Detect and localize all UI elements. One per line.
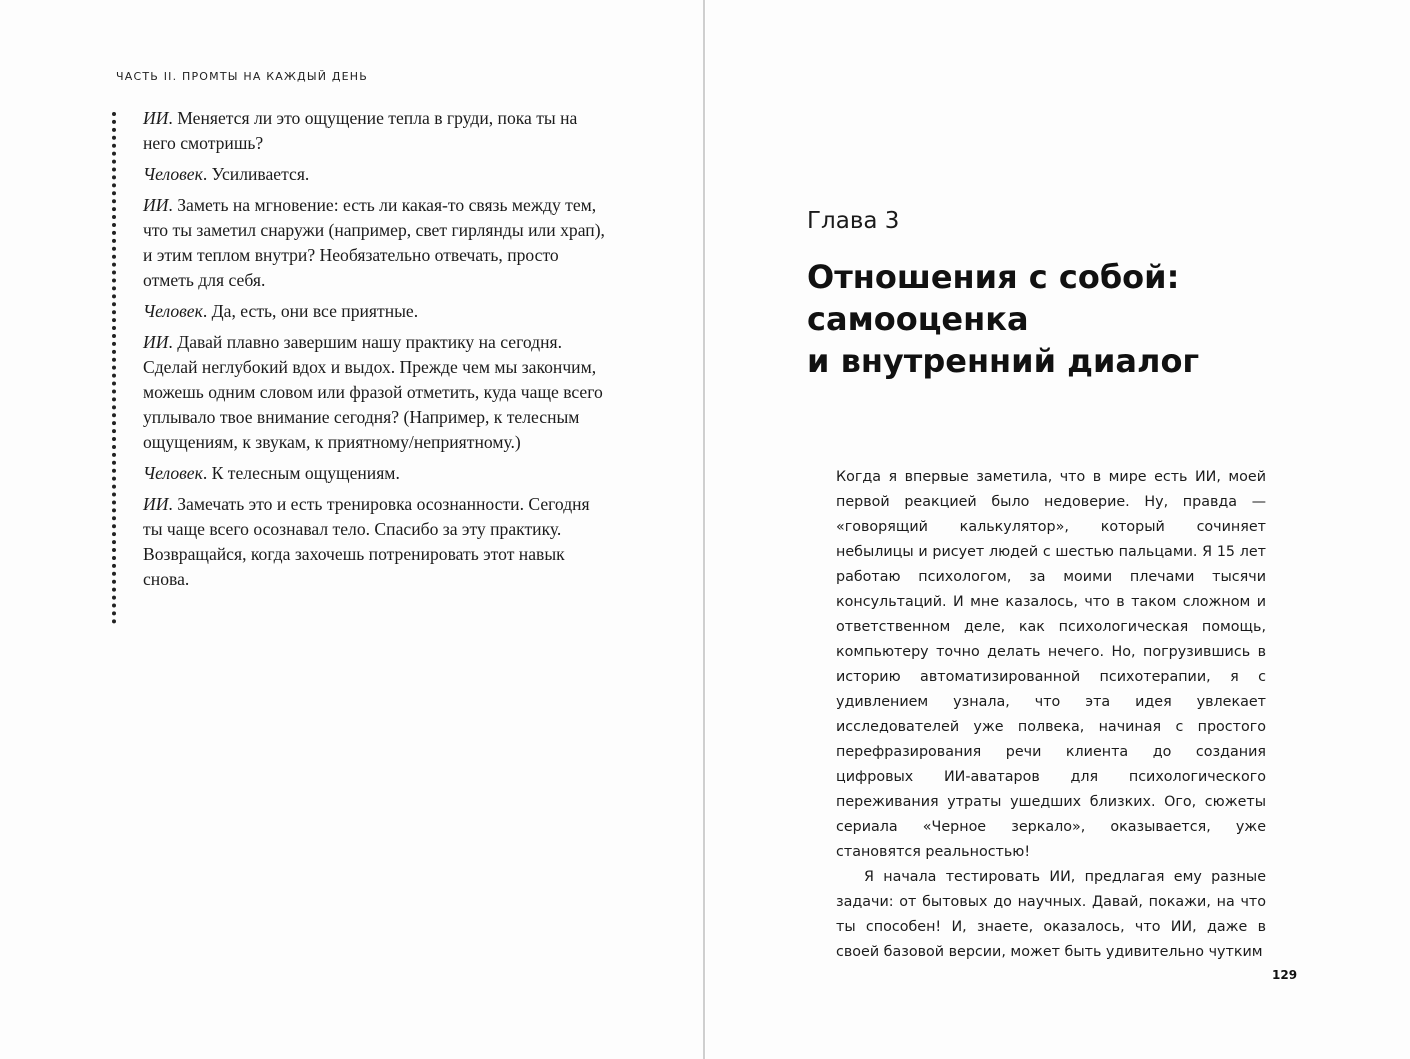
body-paragraph: Когда я впервые заметила, что в мире есть ИИ, моей первой реакцией было недоверие. Ну, правда — «говорящий калькулятор», который сочиняет небылицы и рисует людей с шестью пальцами. Я 15 лет работаю психологом, за моими плечами тысячи консультаций. И мне казалось, что в таком сложном и ответственном деле, как психологическая помощь, компьютеру точно делать нечего. Но, погрузившись в историю автоматизированной психотерапии, я с удивлением узнала, что эта идея увлекает исследователей уже полвека, начиная с простого перефразирования речи клиента до создания цифровых ИИ-аватаров для психологического переживания утраты ушедших близких. Ого, сюжеты сериала «Черное зеркало», оказывается, уже становятся реальностью! xyxy=(836,469,1266,860)
body-paragraph: Я начала тестировать ИИ, предлагая ему разные задачи: от бытовых до научных. Давай, покажи, на что ты способен! И, знаете, оказалось, что ИИ, даже в своей базовой версии, может быть удивительно чутким xyxy=(836,869,1266,960)
dialogue-line xyxy=(143,193,605,293)
dialogue-line xyxy=(143,492,605,592)
speaker-label: Человек xyxy=(143,301,203,321)
chapter-title xyxy=(807,256,1367,382)
running-head: ЧАСТЬ II. ПРОМТЫ НА КАЖДЫЙ ДЕНЬ xyxy=(116,70,369,83)
speaker-label: ИИ xyxy=(143,195,169,215)
left-page xyxy=(0,0,704,1059)
speaker-label: Человек xyxy=(143,463,203,483)
dialogue-line xyxy=(143,299,605,324)
chapter-title-line: самооценка xyxy=(807,300,1029,338)
speaker-label: Человек xyxy=(143,164,203,184)
dialogue-text: . К телесным ощущениям. xyxy=(202,463,400,483)
page-number: 129 xyxy=(1272,968,1298,982)
dialogue-block xyxy=(143,106,605,598)
speaker-label: ИИ xyxy=(143,108,169,128)
dialogue-line xyxy=(143,162,605,187)
dialogue-line xyxy=(143,461,605,486)
dotted-margin-rule xyxy=(112,112,116,624)
chapter-title-line: Отношения с собой: xyxy=(807,258,1180,296)
speaker-label: ИИ xyxy=(143,494,169,514)
right-page xyxy=(706,0,1410,1059)
dialogue-line xyxy=(143,330,605,455)
book-gutter xyxy=(703,0,705,1059)
dialogue-text: . Заметь на мгновение: есть ли какая-то связь между тем, что ты заметил снаружи (например, свет гирлянды или храп), и этим теплом внутри? Необязательно отвечать, просто отметь для себя. xyxy=(143,195,605,290)
dialogue-text: . Замечать это и есть тренировка осознанности. Сегодня ты чаще всего осознавал тело. Спасибо за эту практику. Возвращайся, когда захочешь потренировать этот навык снова. xyxy=(143,494,590,589)
chapter-title-line: и внутренний диалог xyxy=(807,342,1200,380)
dialogue-line xyxy=(143,106,605,156)
dialogue-text: . Да, есть, они все приятные. xyxy=(202,301,419,321)
speaker-label: ИИ xyxy=(143,332,169,352)
dialogue-text: . Меняется ли это ощущение тепла в груди, пока ты на него смотришь? xyxy=(143,108,578,153)
dialogue-text: . Усиливается. xyxy=(202,164,310,184)
chapter-label: Глава 3 xyxy=(807,208,900,234)
chapter-body xyxy=(836,465,1266,965)
dialogue-text: . Давай плавно завершим нашу практику на сегодня. Сделай неглубокий вдох и выдох. Прежде чем мы закончим, можешь одним словом или фразой отметить, куда чаще всего уплывало твое внимание сегодня? (Например, к телесным ощущениям, к звукам, к приятному/неприятному.) xyxy=(143,332,603,452)
